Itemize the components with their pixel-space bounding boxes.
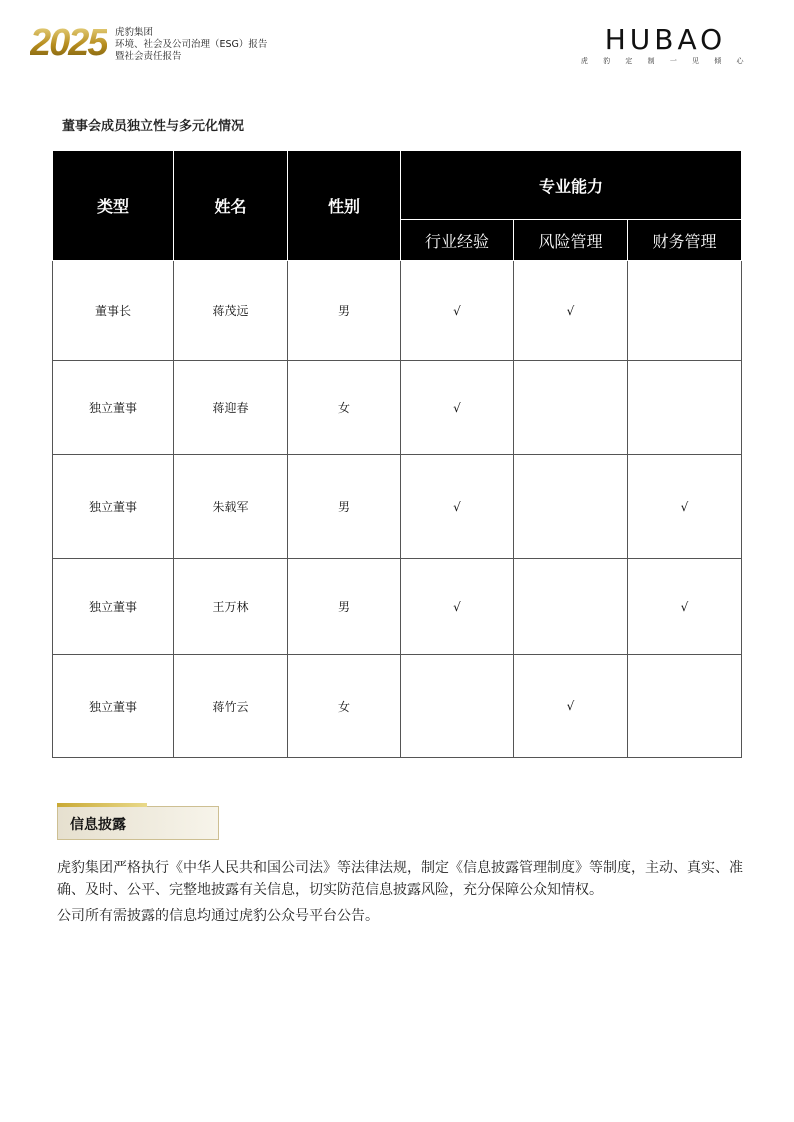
cell-type: 独立董事 [53,361,174,455]
report-title-line-1: 虎豹集团 [115,27,154,38]
header-name: 姓名 [174,151,288,261]
cell-industry: √ [401,361,514,455]
report-title-line-3: 暨社会责任报告 [115,51,182,62]
table-row [53,261,742,361]
cell-finance: √ [628,559,742,655]
cell-gender: 男 [288,559,401,655]
header-industry-experience: 行业经验 [401,220,514,261]
report-title [115,27,267,63]
cell-gender: 男 [288,261,401,361]
header-type: 类型 [53,151,174,261]
cell-risk [514,361,628,455]
table-row [53,361,742,455]
table-row [53,559,742,655]
section-title: 董事会成员独立性与多元化情况 [62,119,245,134]
header-risk-management: 风险管理 [514,220,628,261]
table-row [53,655,742,758]
disclosure-paragraph-1: 虎豹集团严格执行《中华人民共和国公司法》等法律法规，制定《信息披露管理制度》等制度，主动、真实、准确、及时、公平、完整地披露有关信息，切实防范信息披露风险，充分保障公众知情权。 [57,860,743,898]
disclosure-heading-bar [57,806,219,840]
cell-finance [628,655,742,758]
header-professional-ability: 专业能力 [401,151,742,220]
cell-risk: √ [514,655,628,758]
cell-risk: √ [514,261,628,361]
cell-risk [514,455,628,559]
cell-name: 王万林 [174,559,288,655]
header-gender: 性别 [288,151,401,261]
table-row [53,455,742,559]
cell-industry: √ [401,455,514,559]
report-year-logo: 2025 [30,22,107,64]
cell-industry: √ [401,559,514,655]
cell-name: 蒋茂远 [174,261,288,361]
cell-gender: 女 [288,361,401,455]
cell-risk [514,559,628,655]
brand-name: HUBAO [604,23,727,56]
brand-logo [581,25,750,66]
brand-tagline: 虎 豹 定 制 一 见 倾 心 [580,57,750,65]
report-title-line-2: 环境、社会及公司治理（ESG）报告 [115,39,268,50]
disclosure-heading: 信息披露 [70,817,126,833]
cell-name: 蒋迎春 [174,361,288,455]
disclosure-paragraph-2: 公司所有需披露的信息均通过虎豹公众号平台公告。 [57,908,379,924]
board-diversity-table [52,150,742,758]
cell-finance [628,361,742,455]
cell-type: 独立董事 [53,559,174,655]
cell-type: 独立董事 [53,455,174,559]
cell-finance [628,261,742,361]
cell-industry: √ [401,261,514,361]
cell-gender: 男 [288,455,401,559]
cell-gender: 女 [288,655,401,758]
cell-industry [401,655,514,758]
cell-name: 蒋竹云 [174,655,288,758]
cell-name: 朱载军 [174,455,288,559]
cell-type: 独立董事 [53,655,174,758]
header-financial-management: 财务管理 [628,220,742,261]
cell-type: 董事长 [53,261,174,361]
cell-finance: √ [628,455,742,559]
